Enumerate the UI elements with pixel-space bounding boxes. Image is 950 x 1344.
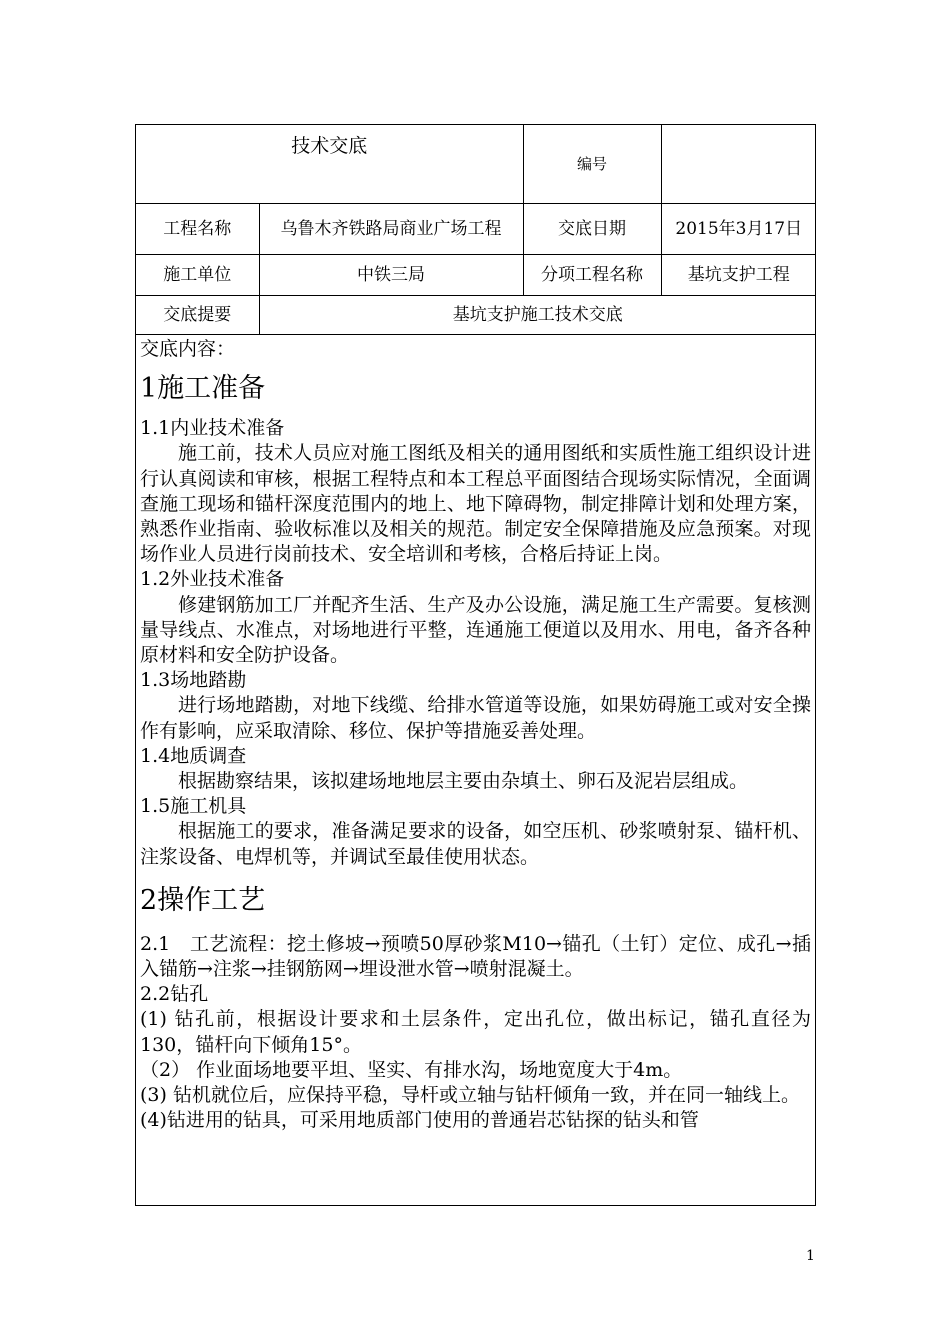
date-label: 交底日期 — [523, 204, 661, 255]
list-item-4: (4)钻进用的钻具，可采用地质部门使用的普通岩芯钻探的钻头和管 — [140, 1109, 699, 1132]
summary-value: 基坑支护施工技术交底 — [259, 296, 816, 335]
section-1-2-text: 修建钢筋加工厂并配齐生活、生产及办公设施，满足施工生产需要。复核测量导线点、水准点，对场地进行平整，连通施工便道以及用水、用电，备齐各种原材料和安全防护设备。 — [140, 593, 811, 667]
doc-no-value — [661, 125, 816, 204]
section-1-1-title: 1.1内业技术准备 — [140, 417, 285, 440]
section-1-4-text: 根据勘察结果，该拟建场地地层主要由杂填土、卵石及泥岩层组成。 — [178, 770, 749, 793]
document-sheet — [135, 124, 816, 1206]
summary-label: 交底提要 — [136, 296, 259, 335]
section-1-5-title: 1.5施工机具 — [140, 795, 247, 818]
section-1-2-title: 1.2外业技术准备 — [140, 568, 285, 591]
project-name: 乌鲁木齐铁路局商业广场工程 — [259, 204, 523, 255]
section-1-4-title: 1.4地质调查 — [140, 744, 247, 767]
header-table — [136, 125, 816, 335]
project-name-label: 工程名称 — [136, 204, 259, 255]
section-2-1-text: 2.1 工艺流程：挖土修坡→预喷50厚砂浆M10→锚孔（土钉）定位、成孔→插入锚筋→注浆→挂钢筋网→埋设泄水管→喷射混凝土。 — [140, 932, 811, 981]
doc-title: 技术交底 — [136, 125, 523, 204]
list-item-2: （2） 作业面场地要平坦、坚实、有排水沟，场地宽度大于4m。 — [140, 1058, 683, 1081]
unit-value: 中铁三局 — [259, 255, 523, 296]
section-1-title: 1施工准备 — [140, 373, 266, 405]
unit-label: 施工单位 — [136, 255, 259, 296]
list-item-3: (3) 钻机就位后，应保持平稳，导杆或立轴与钻杆倾角一致，并在同一轴线上。 — [140, 1084, 800, 1107]
date-value: 2015年3月17日 — [661, 204, 816, 255]
content-intro: 交底内容： — [140, 338, 236, 360]
section-1-1-text: 施工前，技术人员应对施工图纸及相关的通用图纸和实质性施工组织设计进行认真阅读和审核，根据工程特点和本工程总平面图结合现场实际情况，全面调查施工现场和锚杆深度范围内的地上、地下障碍物，制定排障计划和处理方案，熟悉作业指南、验收标准以及相关的规范。制定安全保障措施及应急预案。对现场作业人员进行岗前技术、安全培训和考核，合格后持证上岗。 — [140, 442, 811, 566]
section-1-3-title: 1.3场地踏勘 — [140, 669, 247, 692]
content-body — [136, 335, 815, 1133]
list-item-1: (1) 钻孔前，根据设计要求和土层条件，定出孔位，做出标记，锚孔直径为130，锚杆向下倾角15°。 — [140, 1008, 811, 1056]
section-1-3-text: 进行场地踏勘，对地下线缆、给排水管道等设施，如果妨碍施工或对安全操作有影响，应采取清除、移位、保护等措施妥善处理。 — [140, 694, 811, 742]
page-number: 1 — [806, 1248, 815, 1264]
section-2-2-title: 2.2钻孔 — [140, 983, 209, 1006]
doc-no-label: 编号 — [523, 125, 661, 204]
sub-project-label: 分项工程名称 — [523, 255, 661, 296]
sub-project-name: 基坑支护工程 — [661, 255, 816, 296]
section-2-title: 2操作工艺 — [140, 884, 266, 916]
section-1-5-text: 根据施工的要求，准备满足要求的设备，如空压机、砂浆喷射泵、锚杆机、注浆设备、电焊机等，并调试至最佳使用状态。 — [140, 820, 811, 868]
